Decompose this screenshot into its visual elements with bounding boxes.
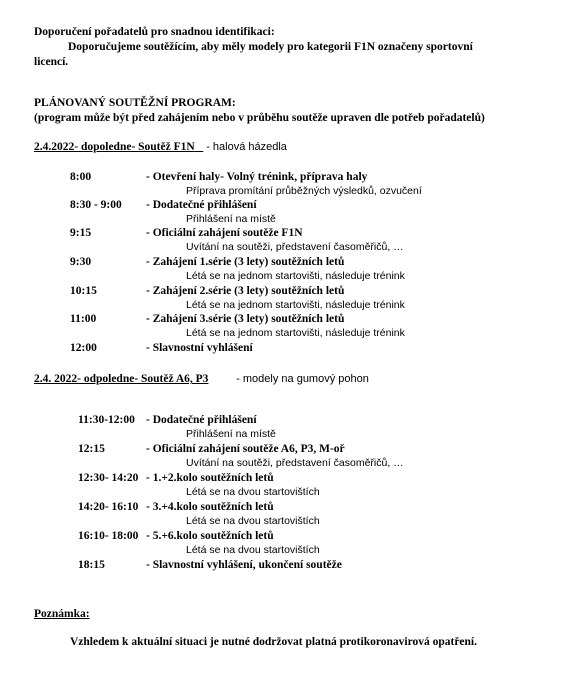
section1-date-title: 2.4.2022- dopoledne- Soutěž F1N: [34, 141, 195, 153]
schedule-time: 14:20- 16:10: [78, 501, 139, 513]
section2-suffix: - modely na gumový pohon: [236, 373, 369, 385]
schedule-subtext: Létá se na jednom startovišti, následuje trénink: [186, 327, 405, 339]
note-title: Poznámka:: [34, 608, 90, 620]
section1-suffix: - halová házedla: [206, 141, 287, 153]
schedule-item: - Zahájení 3.série (3 lety) soutěžních letů: [146, 313, 345, 325]
schedule-subtext: Přihlášení na místě: [186, 213, 276, 225]
intro-text-line2: licencí.: [34, 56, 69, 68]
schedule-item: - Slavnostní vyhlášení, ukončení soutěže: [146, 559, 342, 571]
schedule-item: - Dodatečné přihlášení: [146, 414, 257, 426]
schedule-subtext: Příprava promítání průběžných výsledků, ozvučení: [186, 185, 422, 197]
schedule-item: - Dodatečné přihlášení: [146, 199, 257, 211]
schedule-item: - 5.+6.kolo soutěžních letů: [146, 530, 274, 542]
schedule-item: - Zahájení 2.série (3 lety) soutěžních letů: [146, 285, 345, 297]
schedule-time: 11:30-12:00: [78, 414, 135, 426]
schedule-subtext: Létá se na dvou startovištích: [186, 486, 320, 498]
schedule-time: 10:15: [70, 285, 97, 297]
schedule-time: 12:30- 14:20: [78, 472, 139, 484]
schedule-item: - Otevření haly- Volný trénink, příprava haly: [146, 171, 368, 183]
schedule-subtext: Létá se na dvou startovištích: [186, 515, 320, 527]
schedule-time: 9:30: [70, 256, 92, 268]
schedule-item: - 1.+2.kolo soutěžních letů: [146, 472, 274, 484]
section2-header: [34, 373, 369, 387]
section1-header: [34, 141, 287, 155]
schedule-time: 16:10- 18:00: [78, 530, 139, 542]
schedule-time: 18:15: [78, 559, 105, 571]
schedule-subtext: Létá se na dvou startovištích: [186, 544, 320, 556]
schedule-time: 11:00: [70, 313, 97, 325]
schedule-subtext: Přihlášení na místě: [186, 428, 276, 440]
schedule-item: - Zahájení 1.série (3 lety) soutěžních letů: [146, 256, 345, 268]
program-title: PLÁNOVANÝ SOUTĚŽNÍ PROGRAM:: [34, 97, 236, 109]
schedule-subtext: Uvítání na soutěži, představení časoměřičů, …: [186, 241, 404, 253]
schedule-time: 12:15: [78, 443, 105, 455]
schedule-subtext: Létá se na jednom startovišti, následuje trénink: [186, 270, 405, 282]
schedule-time: 8:00: [70, 171, 92, 183]
schedule-subtext: Uvítání na soutěži, představení časoměřičů, …: [186, 457, 404, 469]
note-text: Vzhledem k aktuální situaci je nutné dodržovat platná protikoronavirová opatření.: [70, 636, 478, 648]
schedule-time: 8:30 - 9:00: [70, 199, 122, 211]
schedule-item: - Oficiální zahájení soutěže F1N: [146, 227, 303, 239]
program-subtitle: (program může být před zahájením nebo v průběhu soutěže upraven dle potřeb pořadatelů): [34, 112, 485, 124]
section2-date-title: 2.4. 2022- odpoledne- Soutěž A6, P3: [34, 373, 209, 385]
schedule-time: 12:00: [70, 342, 97, 354]
schedule-time: 9:15: [70, 227, 92, 239]
schedule-item: - Oficiální zahájení soutěže A6, P3, M-oř: [146, 443, 345, 455]
schedule-subtext: Létá se na jednom startovišti, následuje trénink: [186, 299, 405, 311]
intro-heading: Doporučení pořadatelů pro snadnou identifikaci:: [34, 26, 275, 38]
intro-text-line1: Doporučujeme soutěžícím, aby měly modely pro kategorii F1N označeny sportovní: [68, 41, 473, 53]
schedule-item: - 3.+4.kolo soutěžních letů: [146, 501, 274, 513]
schedule-item: - Slavnostní vyhlášení: [146, 342, 253, 354]
